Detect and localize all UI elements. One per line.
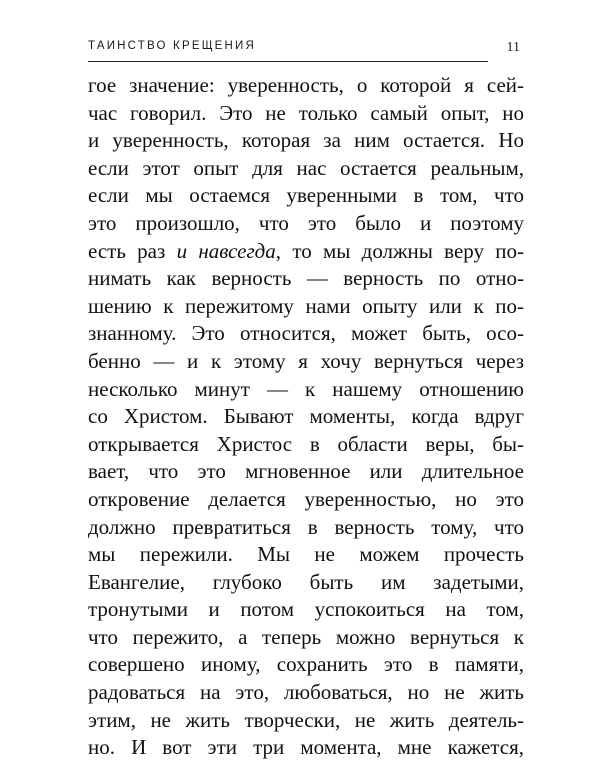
text-line: вает, что это мгновенное или длительное — [88, 459, 524, 484]
text-line: тронутыми и потом успокоиться на том, — [88, 597, 524, 622]
header-rule — [88, 61, 488, 62]
text-line: знанному. Это относится, может быть, осо- — [88, 321, 524, 346]
text-line: что пережито, а теперь можно вернуться к — [88, 624, 524, 649]
page-number: 11 — [506, 40, 520, 55]
text-line: шению к пережитому нами опыту или к по- — [88, 293, 524, 318]
text-line: час говорил. Это не только самый опыт, но — [88, 100, 524, 125]
italic-emphasis: и навсегда — [176, 238, 276, 263]
text-line: открывается Христос в области веры, бы- — [88, 431, 524, 456]
text-line: радоваться на это, любоваться, но не жить — [88, 680, 524, 705]
text-line: Евангелие, глубоко быть им задетыми, — [88, 569, 524, 594]
text-line: если этот опыт для нас остается реальным, — [88, 155, 524, 180]
text-line: должно превратиться в верность тому, что — [88, 514, 524, 539]
text-line: со Христом. Бывают моменты, когда вдруг — [88, 404, 524, 429]
text-line: бенно — и к этому я хочу вернуться через — [88, 348, 524, 373]
running-title: ТАИНСТВО КРЕЩЕНИЯ — [88, 40, 257, 52]
text-line: мы пережили. Мы не можем прочесть — [88, 542, 524, 567]
text-line: совершено иному, сохранить это в памяти, — [88, 652, 524, 677]
text-line: но. И вот эти три момента, мне кажется, — [88, 735, 524, 760]
text-line — [88, 238, 524, 266]
text-line: гое значение: уверенность, о которой я сей- — [88, 73, 524, 97]
text-line: нимать как верность — верность по отно- — [88, 266, 524, 291]
text-line: этим, не жить творчески, не жить деятель- — [88, 707, 524, 732]
text-line: и уверенность, которая за ним остается. Но — [88, 128, 524, 153]
text-segment: есть раз — [88, 238, 177, 263]
text-line: несколько минут — к нашему отношению — [88, 376, 524, 401]
text-line: это произошло, что это было и поэтому — [88, 210, 524, 235]
body-text — [88, 72, 524, 762]
text-segment: , то мы должны веру по- — [275, 238, 524, 263]
text-line: если мы остаемся уверенными в том, что — [88, 183, 524, 208]
text-line: откровение делается уверенностью, но это — [88, 486, 524, 511]
